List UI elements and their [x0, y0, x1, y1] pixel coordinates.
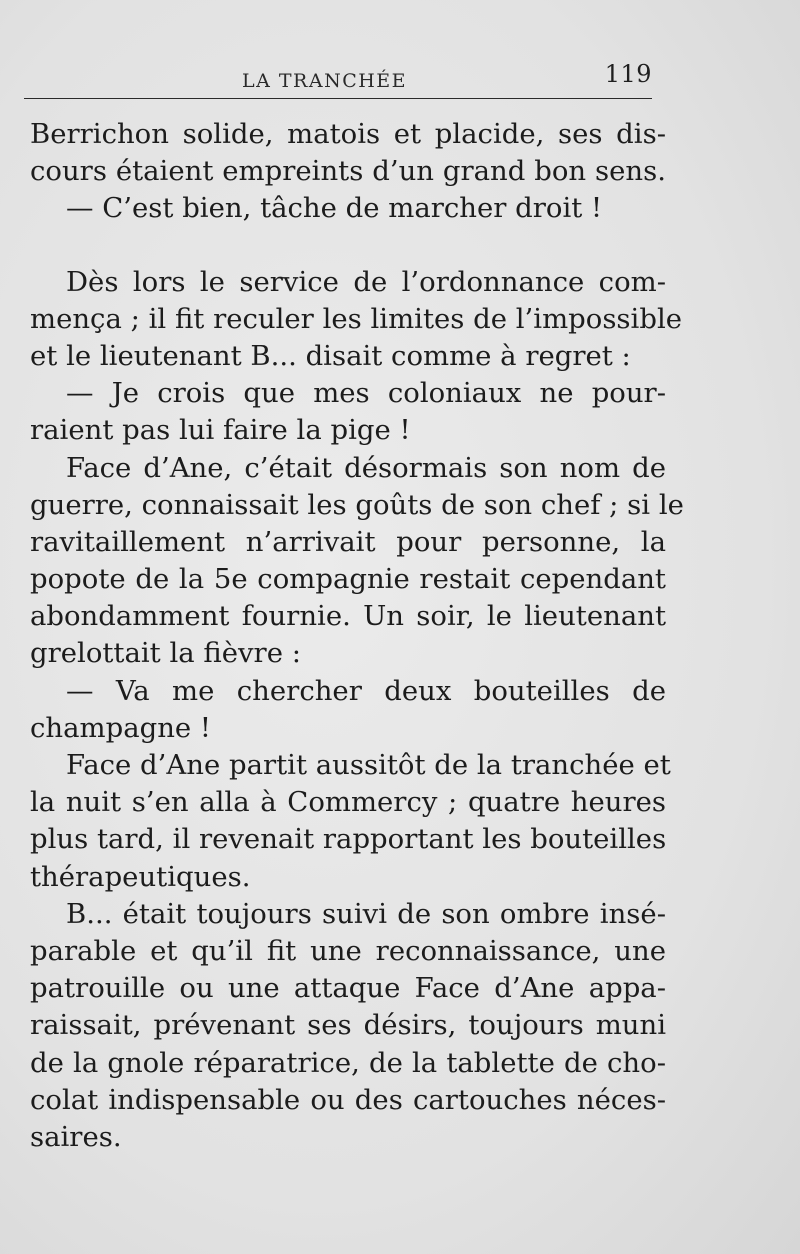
running-head-title: LA TRANCHÉE — [242, 70, 408, 92]
text-line: Dès lors le service de l’ordonnance com- — [66, 265, 666, 298]
text-line: cours étaient empreints d’un grand bon sens. — [30, 155, 666, 188]
text-line: — Je crois que mes coloniaux ne pour- — [66, 377, 666, 410]
text-line: abondamment fournie. Un soir, le lieutenant — [30, 600, 666, 633]
text-line: champagne ! — [30, 711, 211, 744]
text-line: saires. — [30, 1120, 122, 1153]
text-line: grelottait la fièvre : — [30, 637, 301, 670]
text-line: mença ; il fit reculer les limites de l’impossible — [30, 302, 683, 335]
text-line: ravitaillement n’arrivait pour personne, la — [30, 525, 666, 558]
text-line: guerre, connaissait les goûts de son chef ; si le — [30, 488, 684, 521]
page-number: 119 — [604, 60, 652, 88]
text-line: popote de la 5e compagnie restait cependant — [30, 563, 666, 596]
running-head — [24, 56, 652, 99]
text-line: — Va me chercher deux bouteilles de — [66, 674, 666, 707]
text-line: la nuit s’en alla à Commercy ; quatre heures — [30, 786, 666, 819]
text-line: parable et qu’il fit une reconnaissance, une — [30, 934, 666, 967]
text-line: colat indispensable ou des cartouches néces- — [30, 1083, 666, 1116]
paragraph-gap — [30, 228, 666, 264]
text-line: — C’est bien, tâche de marcher droit ! — [66, 192, 603, 225]
text-line: et le lieutenant B... disait comme à regret : — [30, 339, 631, 372]
text-line: Berrichon solide, matois et placide, ses dis- — [30, 118, 666, 150]
text-line: patrouille ou une attaque Face d’Ane appa- — [30, 972, 666, 1005]
text-line: thérapeutiques. — [30, 860, 251, 893]
text-line: plus tard, il revenait rapportant les bouteilles — [30, 823, 667, 856]
text-line: raient pas lui faire la pige ! — [30, 414, 411, 447]
text-line: Face d’Ane partit aussitôt de la tranchée et — [66, 749, 671, 781]
text-line: B... était toujours suivi de son ombre insé- — [66, 897, 666, 930]
text-line: Face d’Ane, c’était désormais son nom de — [66, 451, 666, 484]
text-line: raissait, prévenant ses désirs, toujours muni — [30, 1009, 666, 1042]
text-line: de la gnole réparatrice, de la tablette de cho- — [30, 1046, 666, 1079]
body-text — [30, 116, 684, 1156]
